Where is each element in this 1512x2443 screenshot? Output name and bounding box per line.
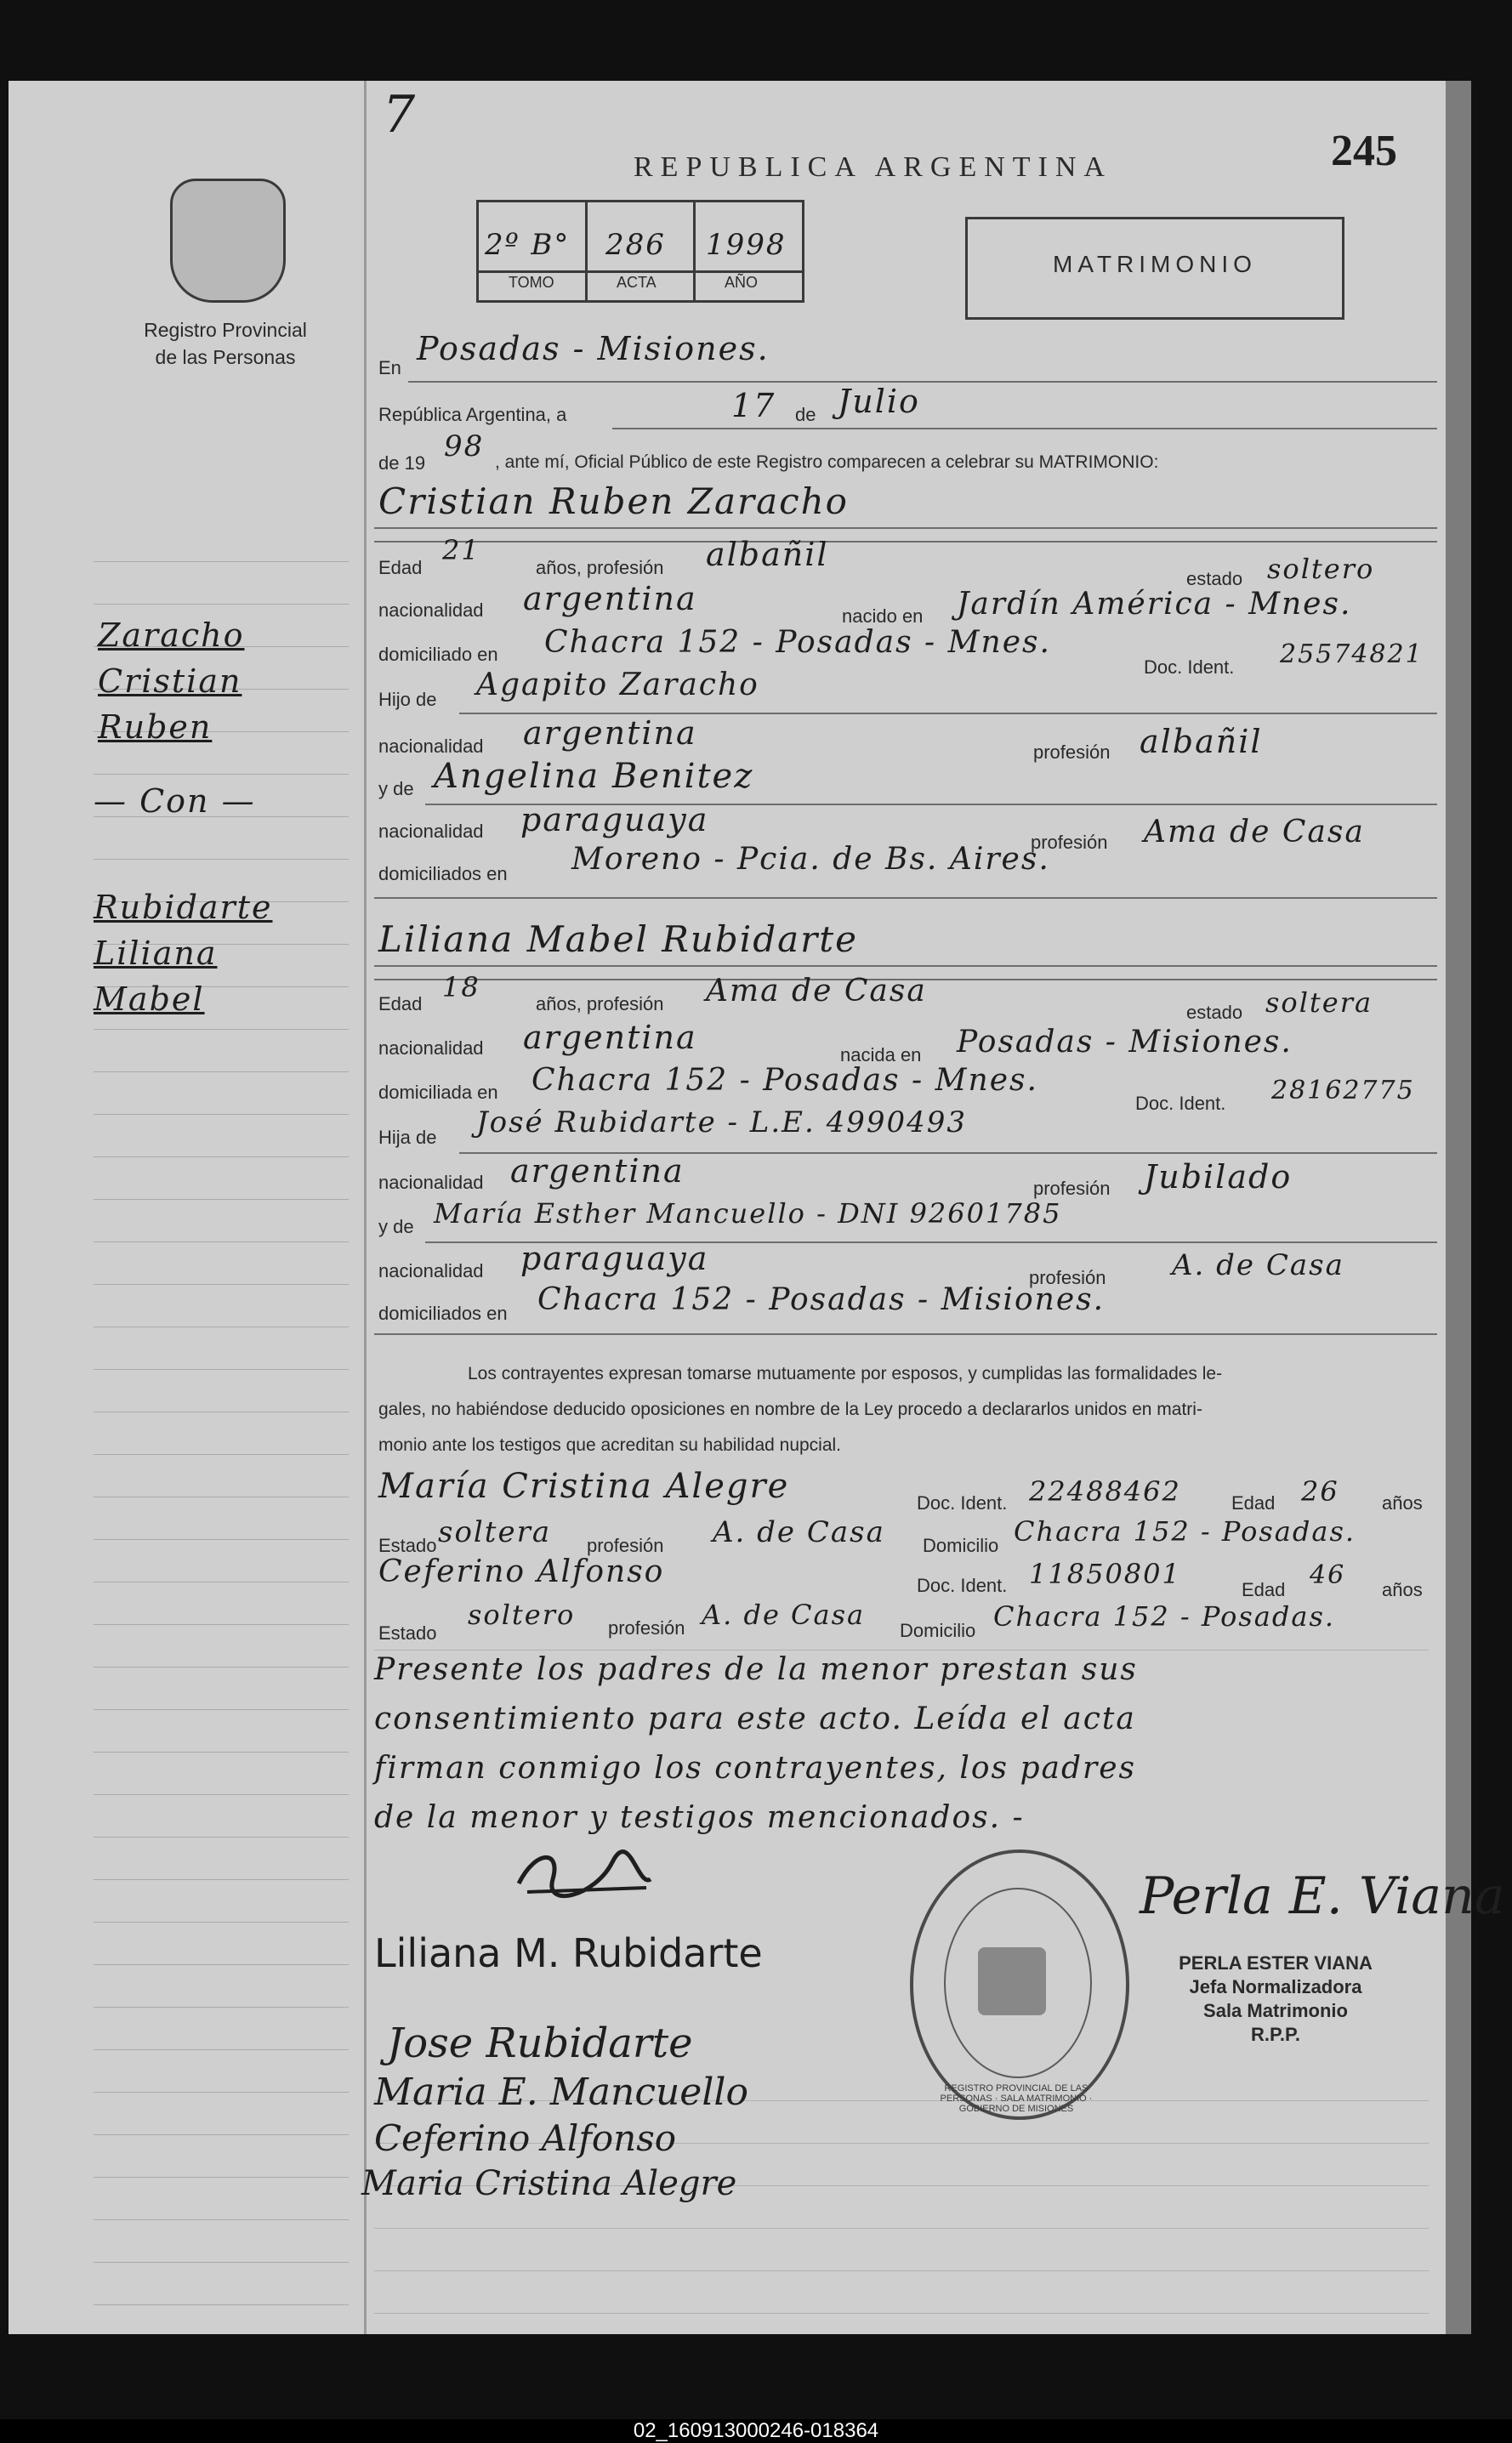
bride-father-prof-label: profesión (1033, 1178, 1111, 1199)
witness-2-domicilio: Chacra 152 - Posadas. (993, 1600, 1336, 1633)
groom-father-prof-label: profesión (1033, 741, 1111, 763)
signature-bride-mother: Maria E. Mancuello (374, 2071, 748, 2114)
witness-2-age: 46 (1310, 1560, 1346, 1590)
signature-witness-1: Maria Cristina Alegre (361, 2164, 737, 2203)
place-value: Posadas - Misiones. (417, 330, 770, 367)
groom-mother-profession: Ama de Casa (1144, 815, 1365, 849)
witness-2-profession: A. de Casa (702, 1599, 866, 1631)
witness-1-estado-label: Estado (378, 1535, 437, 1556)
page-edge (1446, 81, 1471, 2334)
republica-label: República Argentina, a (378, 404, 567, 425)
witness-2-profesion-label: profesión (608, 1617, 685, 1639)
witness-2-anos-label: años (1382, 1579, 1423, 1600)
bride-estado: soltera (1265, 986, 1373, 1019)
bride-domiciliados-label: domiciliados en (378, 1303, 508, 1324)
month-value: Julio (838, 383, 920, 420)
groom-edad-label: Edad (378, 557, 423, 578)
bride-nacida-label: nacida en (840, 1044, 922, 1065)
groom-mother: Angelina Benitez (434, 757, 754, 796)
witness-1-doc: 22488462 (1029, 1475, 1181, 1508)
witness-2-edad-label: Edad (1242, 1579, 1286, 1600)
bride-domiciliada-label: domiciliada en (378, 1082, 498, 1103)
groom-father-profession: albañil (1140, 723, 1263, 760)
witness-1-edad-label: Edad (1231, 1492, 1276, 1514)
file-id-footer: 02_160913000246-018364 (0, 2419, 1512, 2443)
bride-yde-label: y de (378, 1216, 414, 1237)
bride-mother-profession: A. de Casa (1172, 1248, 1344, 1282)
groom-domiciliado-label: domiciliado en (378, 644, 498, 665)
bride-age: 18 (442, 971, 480, 1003)
acta-label: ACTA (617, 274, 657, 291)
bride-mother: María Esther Mancuello - DNI 92601785 (434, 1197, 1062, 1230)
groom-birthplace: Jardín América - Mnes. (957, 587, 1352, 622)
witness-2-doc-label: Doc. Ident. (917, 1575, 1008, 1596)
witness-1-profesion-label: profesión (587, 1535, 664, 1556)
groom-profession: albañil (706, 536, 829, 573)
record-type: MATRIMONIO (1053, 251, 1257, 277)
provincial-crest-icon (170, 179, 286, 303)
groom-doc: 25574821 (1280, 639, 1424, 669)
bride-father-nac-label: nacionalidad (378, 1172, 484, 1193)
ano-value: 1998 (706, 228, 787, 262)
witness-1-estado: soltera (438, 1515, 552, 1549)
witness-1-name: María Cristina Alegre (378, 1467, 790, 1506)
margin-groom: Zaracho Cristian Ruben (98, 616, 245, 746)
witness-2-estado: soltero (468, 1599, 576, 1631)
bride-profesion-label: años, profesión (536, 993, 664, 1014)
bride-nacionalidad-label: nacionalidad (378, 1037, 484, 1059)
witness-2-name: Ceferino Alfonso (378, 1554, 665, 1589)
bride-father: José Rubidarte - L.E. 4990493 (476, 1105, 968, 1139)
groom-profesion-label: años, profesión (536, 557, 664, 578)
official-signature: Perla E. Viana (1140, 1866, 1505, 1926)
witness-1-domicilio: Chacra 152 - Posadas. (1014, 1515, 1356, 1548)
signature-bride-father: Jose Rubidarte (387, 2020, 693, 2067)
witness-1-domicilio-label: Domicilio (923, 1535, 999, 1556)
registry-label: Registro Provincial de las Personas (144, 319, 307, 368)
ano-label: AÑO (725, 274, 759, 291)
signature-bride: Liliana M. Rubidarte (374, 1930, 763, 1976)
de-label: de (795, 404, 816, 425)
groom-hijo-label: Hijo de (378, 689, 437, 710)
bride-profession: Ama de Casa (706, 974, 927, 1008)
bride-mother-prof-label: profesión (1029, 1267, 1106, 1288)
witness-1-age: 26 (1301, 1475, 1339, 1508)
witness-2-estado-label: Estado (378, 1622, 437, 1644)
closing-note: Presente los padres de la menor prestan sus consentimiento para este acto. Leída el acta firman conmigo los contrayentes, los padres de la menor y testigos mencionados. - (374, 1652, 1138, 1835)
bride-address: Chacra 152 - Posadas - Mnes. (531, 1063, 1038, 1098)
official-stamp: PERLA ESTER VIANA Jefa Normalizadora Sala Matrimonio R.P.P. (1179, 1952, 1373, 2045)
groom-father-nationality: argentina (523, 714, 697, 752)
groom-signature (510, 1845, 646, 1896)
bride-father-nationality: argentina (510, 1152, 685, 1190)
groom-father-nac-label: nacionalidad (378, 736, 484, 757)
groom-name: Cristian Ruben Zaracho (378, 480, 849, 522)
year-prefix: de 19 (378, 452, 426, 474)
witness-1-doc-label: Doc. Ident. (917, 1492, 1008, 1514)
groom-estado-label: estado (1186, 568, 1243, 589)
margin-con: — Con — (94, 782, 256, 820)
witness-2-doc: 11850801 (1029, 1558, 1181, 1590)
groom-nationality: argentina (523, 580, 697, 617)
declaration: Los contrayentes expresan tomarse mutuamente por esposos, y cumplidas las formalidades le- gales, no habiéndose deducido oposiciones en nombre de la Ley procedo a declararlos unidos en matri- monio ante los testigos que acreditan su habilidad nupcial. (378, 1364, 1223, 1455)
groom-domiciliados-label: domiciliados en (378, 863, 508, 884)
groom-estado: soltero (1267, 553, 1375, 585)
groom-address: Chacra 152 - Posadas - Mnes. (544, 625, 1051, 660)
margin-line (364, 81, 367, 2334)
witness-2-domicilio-label: Domicilio (900, 1620, 976, 1641)
bride-parents-address: Chacra 152 - Posadas - Misiones. (537, 1282, 1106, 1317)
groom-nacido-label: nacido en (842, 605, 924, 627)
bride-estado-label: estado (1186, 1002, 1243, 1023)
bride-nationality: argentina (523, 1019, 697, 1056)
bride-birthplace: Posadas - Misiones. (957, 1025, 1293, 1060)
groom-mother-nac-label: nacionalidad (378, 821, 484, 842)
witness-1-anos-label: años (1382, 1492, 1423, 1514)
margin-mark: 7 (383, 85, 418, 145)
acta-value: 286 (605, 228, 666, 262)
bride-hija-label: Hija de (378, 1127, 437, 1148)
groom-mother-prof-label: profesión (1031, 832, 1108, 853)
day-value: 17 (731, 387, 776, 424)
tomo-value: 2º B° (485, 228, 571, 262)
bride-father-profession: Jubilado (1144, 1158, 1293, 1196)
signature-witness-2: Ceferino Alfonso (374, 2117, 677, 2159)
groom-yde-label: y de (378, 778, 414, 799)
margin-bride: Rubidarte Liliana Mabel (94, 889, 273, 1018)
year-value: 98 (444, 429, 485, 463)
bride-doc: 28162775 (1271, 1076, 1415, 1105)
bride-name: Liliana Mabel Rubidarte (378, 918, 858, 960)
groom-doc-label: Doc. Ident. (1144, 656, 1235, 678)
bride-mother-nationality: paraguaya (520, 1240, 709, 1277)
seal-text: REGISTRO PROVINCIAL DE LAS PERSONAS · SALA MATRIMONIO · GOBIERNO DE MISIONES (940, 2083, 1093, 2114)
witness-1-profession: A. de Casa (713, 1515, 885, 1549)
bride-doc-label: Doc. Ident. (1135, 1093, 1226, 1114)
intro-statement: , ante mí, Oficial Público de este Registro comparecen a celebrar su MATRIMONIO: (495, 452, 1159, 472)
groom-parents-address: Moreno - Pcia. de Bs. Aires. (571, 842, 1050, 877)
bride-edad-label: Edad (378, 993, 423, 1014)
groom-mother-nationality: paraguaya (520, 801, 709, 838)
groom-father: Agapito Zaracho (476, 668, 759, 702)
bride-mother-nac-label: nacionalidad (378, 1260, 484, 1281)
country-title: REPUBLICA ARGENTINA (634, 151, 1112, 183)
page-number: 245 (1331, 127, 1397, 175)
groom-age: 21 (442, 534, 480, 566)
tomo-label: TOMO (509, 274, 554, 291)
en-label: En (378, 357, 401, 378)
groom-nacionalidad-label: nacionalidad (378, 599, 484, 621)
